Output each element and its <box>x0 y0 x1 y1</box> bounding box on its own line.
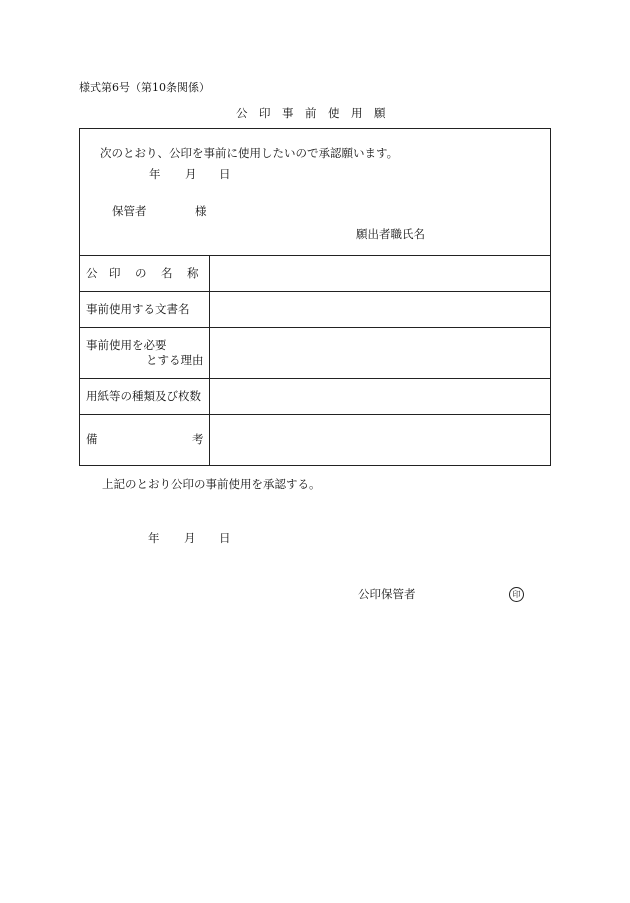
seal-keeper-label: 公印保管者 <box>358 587 416 601</box>
title-char: 前 <box>305 106 317 120</box>
title-char: 願 <box>374 106 386 120</box>
row-label-paper-type: 用紙等の種類及び枚数 <box>86 389 201 403</box>
seal-mark: 印 <box>509 587 524 602</box>
title-char: 事 <box>282 106 294 120</box>
row-label-reason-line1: 事前使用を必要 <box>86 338 167 352</box>
request-intro: 次のとおり、公印を事前に使用したいので承認願います。 <box>100 146 399 160</box>
paper-type-cell[interactable] <box>210 379 550 414</box>
request-date-day: 日 <box>219 167 231 181</box>
row-label-reason-line2: とする理由 <box>146 353 204 367</box>
reason-cell[interactable] <box>210 328 550 378</box>
request-date-year: 年 <box>149 167 161 181</box>
remarks-cell[interactable] <box>210 415 550 465</box>
request-date-month: 月 <box>185 167 197 181</box>
document-name-cell[interactable] <box>210 292 550 327</box>
seal-name-cell[interactable] <box>210 256 550 291</box>
row-label-document-name: 事前使用する文書名 <box>86 302 190 316</box>
title-char: 用 <box>351 106 363 120</box>
label-char: 公 <box>86 266 98 280</box>
row-label-remarks-2: 考 <box>192 432 204 446</box>
title-char: 印 <box>259 106 271 120</box>
approval-statement: 上記のとおり公印の事前使用を承認する。 <box>102 477 321 491</box>
title-char: 使 <box>328 106 340 120</box>
approval-date-year: 年 <box>148 531 160 545</box>
document-title <box>236 108 397 120</box>
application-form-table <box>79 128 551 466</box>
label-char: 称 <box>187 266 199 280</box>
approval-date-day: 日 <box>219 531 231 545</box>
row-label-seal-name <box>86 268 199 280</box>
label-char: 名 <box>161 266 173 280</box>
applicant-label: 願出者職氏名 <box>356 227 425 241</box>
label-char: の <box>135 266 147 280</box>
form-number: 様式第6号（第10条関係） <box>79 81 210 94</box>
row-label-remarks-1: 備 <box>86 432 98 446</box>
approval-date-month: 月 <box>184 531 196 545</box>
label-char: 印 <box>109 266 121 280</box>
title-char: 公 <box>236 106 248 120</box>
addressee-honorific: 様 <box>195 204 207 218</box>
addressee-label: 保管者 <box>112 204 147 218</box>
